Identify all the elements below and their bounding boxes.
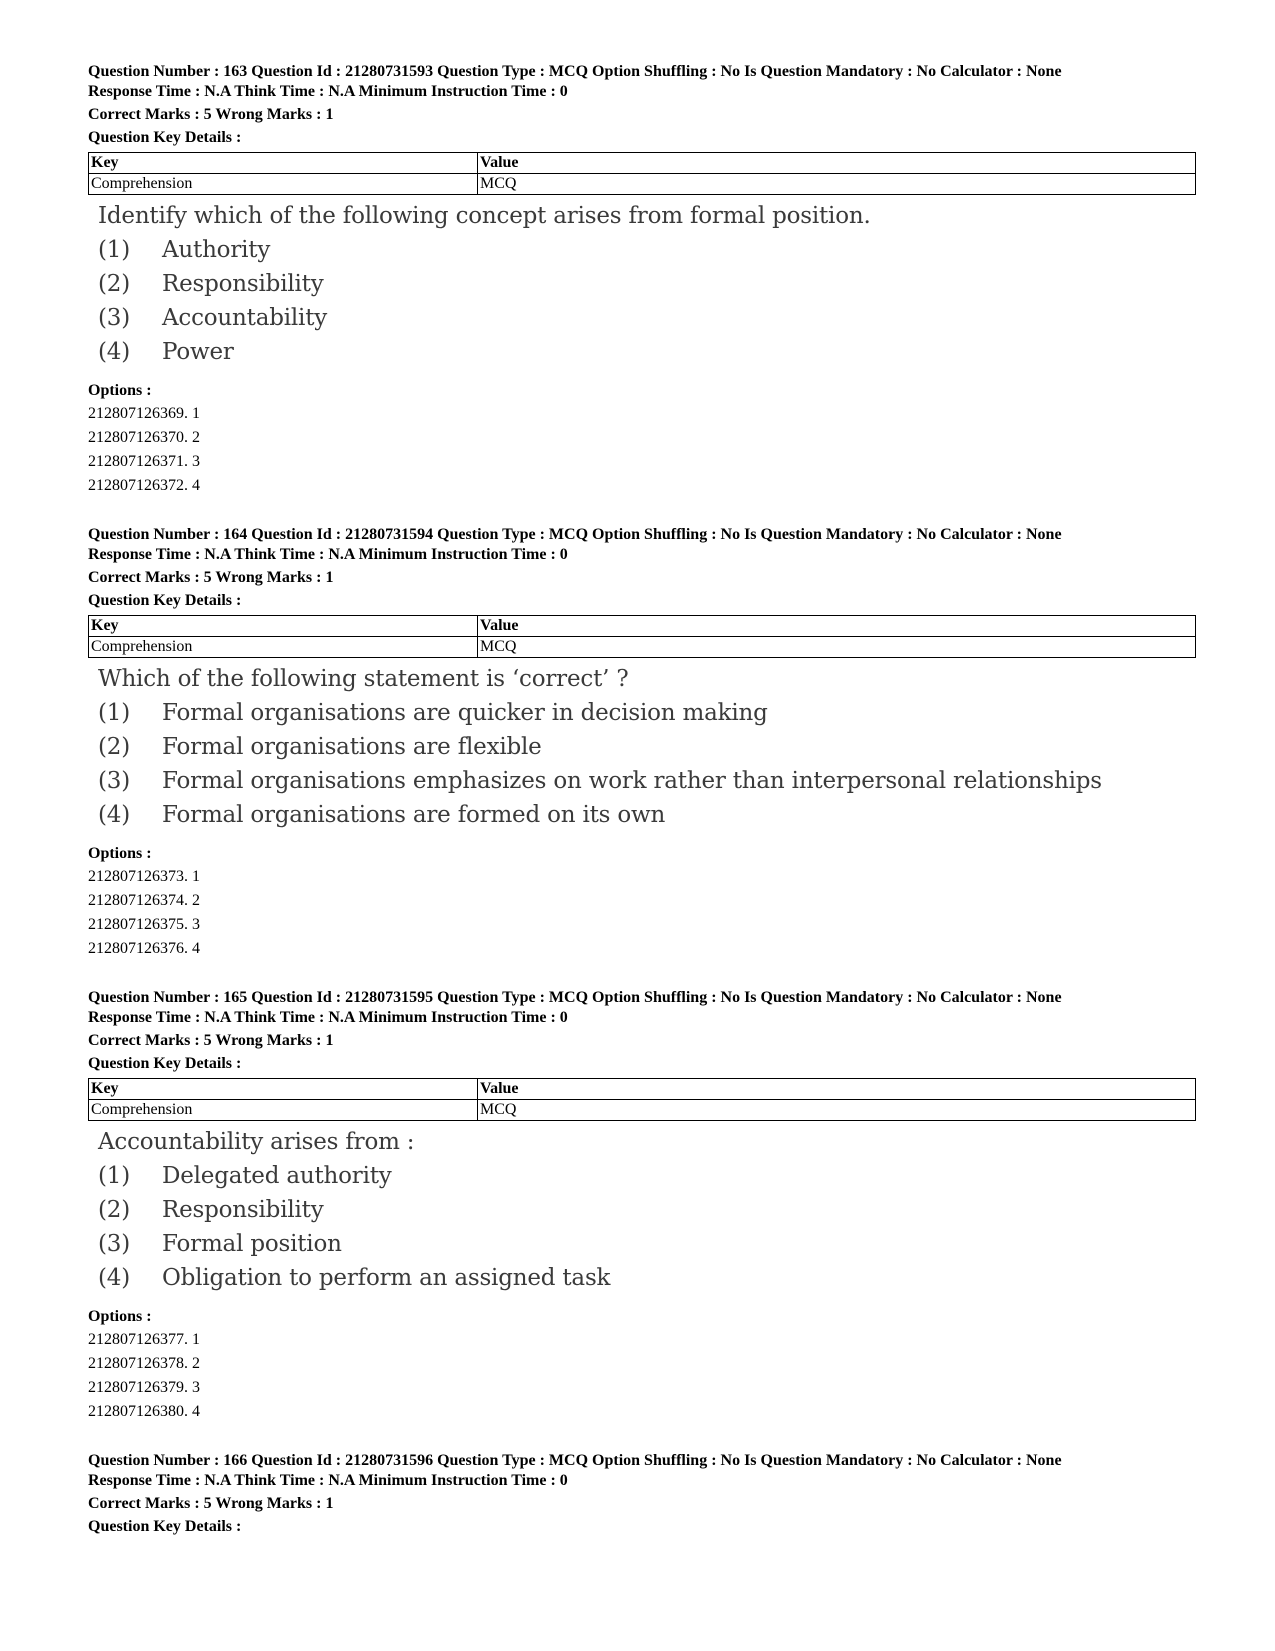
table-cell-value: MCQ — [478, 637, 1196, 658]
option-id: 212807126372. 4 — [88, 477, 200, 494]
option-id: 212807126380. 4 — [88, 1403, 200, 1420]
choice-item — [98, 1227, 1198, 1261]
choice-number: (4) — [98, 1265, 130, 1291]
choice-text: Formal organisations are quicker in decision making — [162, 700, 768, 726]
option-id: 212807126376. 4 — [88, 940, 200, 957]
question-meta-line-2: Response Time : N.A Think Time : N.A Minimum Instruction Time : 0 — [88, 83, 568, 100]
option-id: 212807126375. 3 — [88, 916, 200, 933]
choice-text: Formal organisations are flexible — [162, 734, 542, 760]
choice-text: Obligation to perform an assigned task — [162, 1265, 611, 1291]
choice-text: Authority — [162, 237, 271, 263]
choice-item — [98, 1261, 1198, 1295]
table-row — [89, 174, 1196, 195]
key-details-label: Question Key Details : — [88, 1055, 242, 1072]
choice-item — [98, 696, 1198, 730]
question-meta-line-1: Question Number : 165 Question Id : 21280731595 Question Type : MCQ Option Shuffling : No Is Question Mandatory : No Calculator : None — [88, 989, 1062, 1006]
key-details-label: Question Key Details : — [88, 1518, 242, 1535]
table-cell-key: Comprehension — [89, 637, 478, 658]
choice-text: Power — [162, 339, 234, 365]
key-value-table — [88, 615, 1196, 658]
question-meta — [88, 62, 1198, 148]
key-details-label: Question Key Details : — [88, 129, 242, 146]
option-id: 212807126369. 1 — [88, 405, 200, 422]
choice-item — [98, 335, 1198, 369]
marks-line: Correct Marks : 5 Wrong Marks : 1 — [88, 569, 334, 586]
choice-text: Responsibility — [162, 1197, 324, 1223]
option-id: 212807126377. 1 — [88, 1331, 200, 1348]
table-cell-key: Comprehension — [89, 174, 478, 195]
choice-item — [98, 798, 1198, 832]
choice-number: (1) — [98, 237, 130, 263]
option-id: 212807126378. 2 — [88, 1355, 200, 1372]
question-block — [88, 62, 1198, 498]
question-meta — [88, 988, 1198, 1074]
options-list — [88, 402, 1198, 498]
table-cell-value: MCQ — [478, 174, 1196, 195]
choice-item — [98, 301, 1198, 335]
table-header-value: Value — [478, 616, 1196, 637]
question-block — [88, 525, 1198, 961]
options-label: Options : — [88, 1308, 152, 1325]
choice-number: (1) — [98, 700, 130, 726]
choice-text: Formal organisations emphasizes on work rather than interpersonal relationships — [162, 768, 1102, 794]
question-meta — [88, 525, 1198, 611]
question-block — [88, 1451, 1198, 1537]
choice-number: (3) — [98, 305, 130, 331]
key-value-table — [88, 1078, 1196, 1121]
table-header-key: Key — [89, 1079, 478, 1100]
choice-item — [98, 233, 1198, 267]
question-stem: Which of the following statement is ‘correct’ ? — [98, 666, 629, 692]
choice-text: Formal position — [162, 1231, 342, 1257]
table-header-row — [89, 616, 1196, 637]
table-header-row — [89, 153, 1196, 174]
table-header-key: Key — [89, 616, 478, 637]
question-block — [88, 988, 1198, 1424]
choice-text: Responsibility — [162, 271, 324, 297]
question-content — [88, 199, 1198, 369]
option-id: 212807126374. 2 — [88, 892, 200, 909]
table-header-value: Value — [478, 153, 1196, 174]
key-value-table — [88, 152, 1196, 195]
table-header-row — [89, 1079, 1196, 1100]
table-header-key: Key — [89, 153, 478, 174]
marks-line: Correct Marks : 5 Wrong Marks : 1 — [88, 1495, 334, 1512]
choice-number: (1) — [98, 1163, 130, 1189]
question-meta-line-1: Question Number : 166 Question Id : 21280731596 Question Type : MCQ Option Shuffling : No Is Question Mandatory : No Calculator : None — [88, 1452, 1062, 1469]
question-meta-line-2: Response Time : N.A Think Time : N.A Minimum Instruction Time : 0 — [88, 1009, 568, 1026]
question-content — [88, 1125, 1198, 1295]
options-label: Options : — [88, 382, 152, 399]
options-list — [88, 865, 1198, 961]
key-details-label: Question Key Details : — [88, 592, 242, 609]
choice-number: (4) — [98, 802, 130, 828]
choice-number: (2) — [98, 1197, 130, 1223]
marks-line: Correct Marks : 5 Wrong Marks : 1 — [88, 1032, 334, 1049]
choice-number: (3) — [98, 768, 130, 794]
choice-number: (4) — [98, 339, 130, 365]
question-content — [88, 662, 1198, 832]
choice-item — [98, 730, 1198, 764]
table-header-value: Value — [478, 1079, 1196, 1100]
choice-text: Formal organisations are formed on its own — [162, 802, 666, 828]
option-id: 212807126370. 2 — [88, 429, 200, 446]
choice-item — [98, 764, 1198, 798]
question-meta-line-2: Response Time : N.A Think Time : N.A Minimum Instruction Time : 0 — [88, 546, 568, 563]
table-row — [89, 1100, 1196, 1121]
table-cell-key: Comprehension — [89, 1100, 478, 1121]
question-meta-line-1: Question Number : 164 Question Id : 21280731594 Question Type : MCQ Option Shuffling : No Is Question Mandatory : No Calculator : None — [88, 526, 1062, 543]
question-meta-line-1: Question Number : 163 Question Id : 21280731593 Question Type : MCQ Option Shuffling : No Is Question Mandatory : No Calculator : None — [88, 63, 1062, 80]
question-meta — [88, 1451, 1198, 1537]
question-stem: Identify which of the following concept arises from formal position. — [98, 203, 871, 229]
question-stem: Accountability arises from : — [98, 1129, 415, 1155]
options-list — [88, 1328, 1198, 1424]
choice-item — [98, 267, 1198, 301]
choice-text: Accountability — [162, 305, 328, 331]
choice-item — [98, 1159, 1198, 1193]
question-meta-line-2: Response Time : N.A Think Time : N.A Minimum Instruction Time : 0 — [88, 1472, 568, 1489]
table-cell-value: MCQ — [478, 1100, 1196, 1121]
option-id: 212807126379. 3 — [88, 1379, 200, 1396]
choice-number: (2) — [98, 734, 130, 760]
document-page — [88, 62, 1198, 1537]
choice-item — [98, 1193, 1198, 1227]
choice-text: Delegated authority — [162, 1163, 392, 1189]
choice-number: (3) — [98, 1231, 130, 1257]
option-id: 212807126371. 3 — [88, 453, 200, 470]
marks-line: Correct Marks : 5 Wrong Marks : 1 — [88, 106, 334, 123]
options-label: Options : — [88, 845, 152, 862]
choice-number: (2) — [98, 271, 130, 297]
option-id: 212807126373. 1 — [88, 868, 200, 885]
table-row — [89, 637, 1196, 658]
